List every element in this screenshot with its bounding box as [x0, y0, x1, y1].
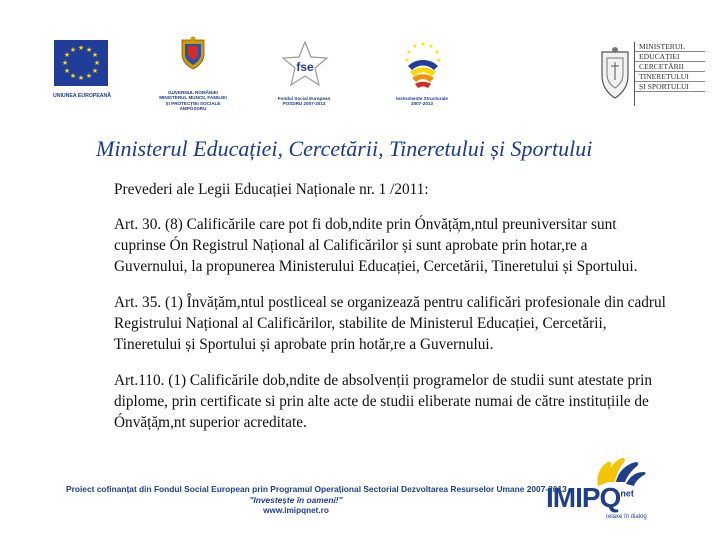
svg-text:★: ★ [436, 57, 442, 64]
svg-text:★: ★ [63, 51, 71, 59]
footer-cofinancing-text: Proiect cofinanțat din Fondul Social European prin Programul Operațional Sectorial Dezvoltarea Resurselor Umane 2007-2013 [66, 484, 567, 494]
article-35 [114, 292, 714, 355]
article-line: Tineretului și Sportului și aprobate prin hotăr,re a Guvernului. [114, 336, 494, 353]
svg-text:★: ★ [85, 46, 93, 54]
government-caption: GUVERNUL ROMÂNIEI MINISTERUL MUNCII, FAMILIEI ȘI PROTECȚIEI SOCIALE AMPOSDRU [159, 90, 227, 112]
slide-title: Ministerul Educației, Cercetării, Tineretului și Sportului [96, 136, 593, 161]
article-line: Art. 35. (1) Învățăm,ntul postliceal se organizează pentru calificări profesionale din cadrul [114, 294, 666, 311]
ministry-name-block: MINISTERUL EDUCAȚIEI CERCETĂRII TINERETULUI ȘI SPORTULUI [634, 42, 705, 106]
article-110 [114, 370, 714, 433]
svg-text:★: ★ [93, 59, 101, 67]
svg-text:★: ★ [91, 51, 99, 59]
svg-text:★: ★ [69, 46, 77, 54]
article-line: diplome, prin certificate si prin alte acte de studii eliberate numai de către instituțiile de [114, 393, 649, 410]
article-line: Art. 30. (8) Calificările care pot fi dob,ndite prin Ónvăță̦m,ntul preuniversitar sunt [114, 216, 617, 233]
fse-logo [268, 40, 340, 110]
svg-text:★: ★ [412, 43, 418, 50]
svg-text:★: ★ [434, 49, 440, 56]
imipq-tagline: relaxe în dialog [606, 514, 647, 520]
article-line: Registrului Național al Calificărilor, stabilite de Ministerul Educației, Cercetării, [114, 315, 607, 332]
article-line: Guvernului, la propunerea Ministerului Educației, Cercetării, Tineretului și Sportului. [114, 258, 638, 275]
svg-text:★: ★ [61, 59, 69, 67]
imipq-wordmark: $IMIPQ^{net}$ [546, 482, 634, 513]
structural-instruments-caption: Instrumente Structurale 2007-2013 [396, 96, 448, 107]
svg-text:★: ★ [77, 44, 85, 52]
slide-content [114, 179, 714, 448]
eu-logo [50, 40, 114, 106]
svg-text:★: ★ [63, 67, 71, 75]
svg-text:★: ★ [406, 49, 412, 56]
footer-slogan: "Investește în oameni!" [249, 495, 343, 505]
government-logo [150, 36, 236, 120]
article-line: cuprinse Ón Registrul Național al Calificărilor și sunt aprobate prin hotar,re a [114, 237, 588, 254]
footer-url-link[interactable]: www.imipqnet.ro [263, 506, 329, 515]
fse-caption: Fondul Social European POSDRU 2007-2013 [277, 96, 331, 107]
svg-text:★: ★ [85, 72, 93, 80]
article-30 [114, 214, 714, 277]
fse-star-icon [280, 40, 330, 90]
footer [66, 484, 567, 515]
svg-text:★: ★ [428, 43, 434, 50]
intro-text: Prevederi ale Legii Educației Naționale nr. 1 /2011: [114, 181, 429, 198]
svg-text:★: ★ [91, 67, 99, 75]
structural-instruments-icon [400, 38, 446, 90]
svg-text:★: ★ [420, 41, 426, 48]
svg-text:★: ★ [77, 74, 85, 82]
article-line: Ónvăță̦m,nt superior acreditate. [114, 414, 307, 431]
fse-mark: fse [296, 60, 314, 74]
ministry-logo [598, 42, 708, 108]
eu-caption: UNIUNEA EUROPEANĂ [52, 93, 112, 99]
structural-instruments-logo [388, 38, 456, 110]
article-line: Art.110. (1) Calificările dob,ndite de absolvenții programelor de studii sunt atestate prin [114, 372, 653, 389]
coat-of-arms-icon [179, 36, 207, 70]
svg-text:★: ★ [69, 72, 77, 80]
ministry-crest-icon [598, 46, 632, 102]
svg-text:★: ★ [404, 57, 410, 64]
eu-flag-icon [54, 40, 108, 86]
imipq-logo [540, 452, 680, 528]
